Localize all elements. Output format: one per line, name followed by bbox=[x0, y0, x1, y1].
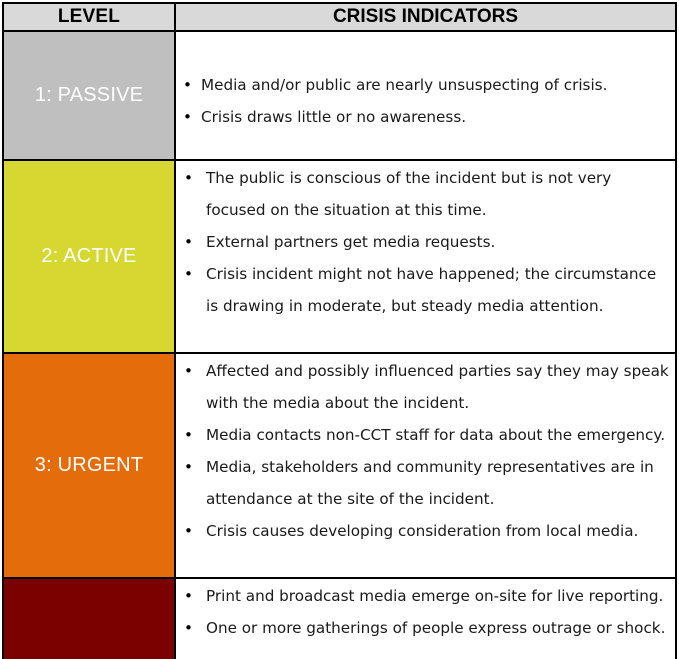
crisis-levels-table bbox=[2, 2, 677, 659]
indicators-cell bbox=[176, 161, 677, 352]
list-item: • Media contacts non-CCT staff for data about the emergency. bbox=[176, 419, 675, 451]
indicator-list bbox=[176, 69, 675, 133]
table-row bbox=[4, 161, 677, 354]
indicator-list bbox=[176, 355, 675, 547]
table-row bbox=[4, 354, 677, 579]
table-header-row bbox=[4, 4, 677, 32]
indicator-list bbox=[176, 162, 675, 322]
list-item: • Media and/or public are nearly unsuspecting of crisis. bbox=[176, 69, 675, 101]
indicators-cell bbox=[176, 32, 677, 159]
indicator-list bbox=[176, 580, 675, 644]
indicators-column-header: CRISIS INDICATORS bbox=[176, 4, 677, 30]
list-item: • External partners get media requests. bbox=[176, 226, 675, 258]
level-cell-crisis bbox=[4, 579, 176, 659]
level-cell-passive: 1: PASSIVE bbox=[4, 32, 176, 159]
list-item: • The public is conscious of the incident but is not very focused on the situation at this time. bbox=[176, 162, 675, 226]
list-item: • Print and broadcast media emerge on-site for live reporting. bbox=[176, 580, 675, 612]
level-cell-active: 2: ACTIVE bbox=[4, 161, 176, 352]
list-item: • One or more gatherings of people express outrage or shock. bbox=[176, 612, 675, 644]
list-item: • Crisis draws little or no awareness. bbox=[176, 101, 675, 133]
indicators-cell bbox=[176, 579, 677, 659]
list-item: • Affected and possibly influenced parties say they may speak with the media about the incident. bbox=[176, 355, 675, 419]
level-cell-urgent: 3: URGENT bbox=[4, 354, 176, 577]
level-column-header: LEVEL bbox=[4, 4, 176, 30]
table-row bbox=[4, 579, 677, 659]
list-item: • Crisis causes developing consideration from local media. bbox=[176, 515, 675, 547]
indicators-cell bbox=[176, 354, 677, 577]
table-row bbox=[4, 32, 677, 161]
list-item: • Media, stakeholders and community representatives are in attendance at the site of the incident. bbox=[176, 451, 675, 515]
list-item: • Crisis incident might not have happened; the circumstance is drawing in moderate, but steady media attention. bbox=[176, 258, 675, 322]
